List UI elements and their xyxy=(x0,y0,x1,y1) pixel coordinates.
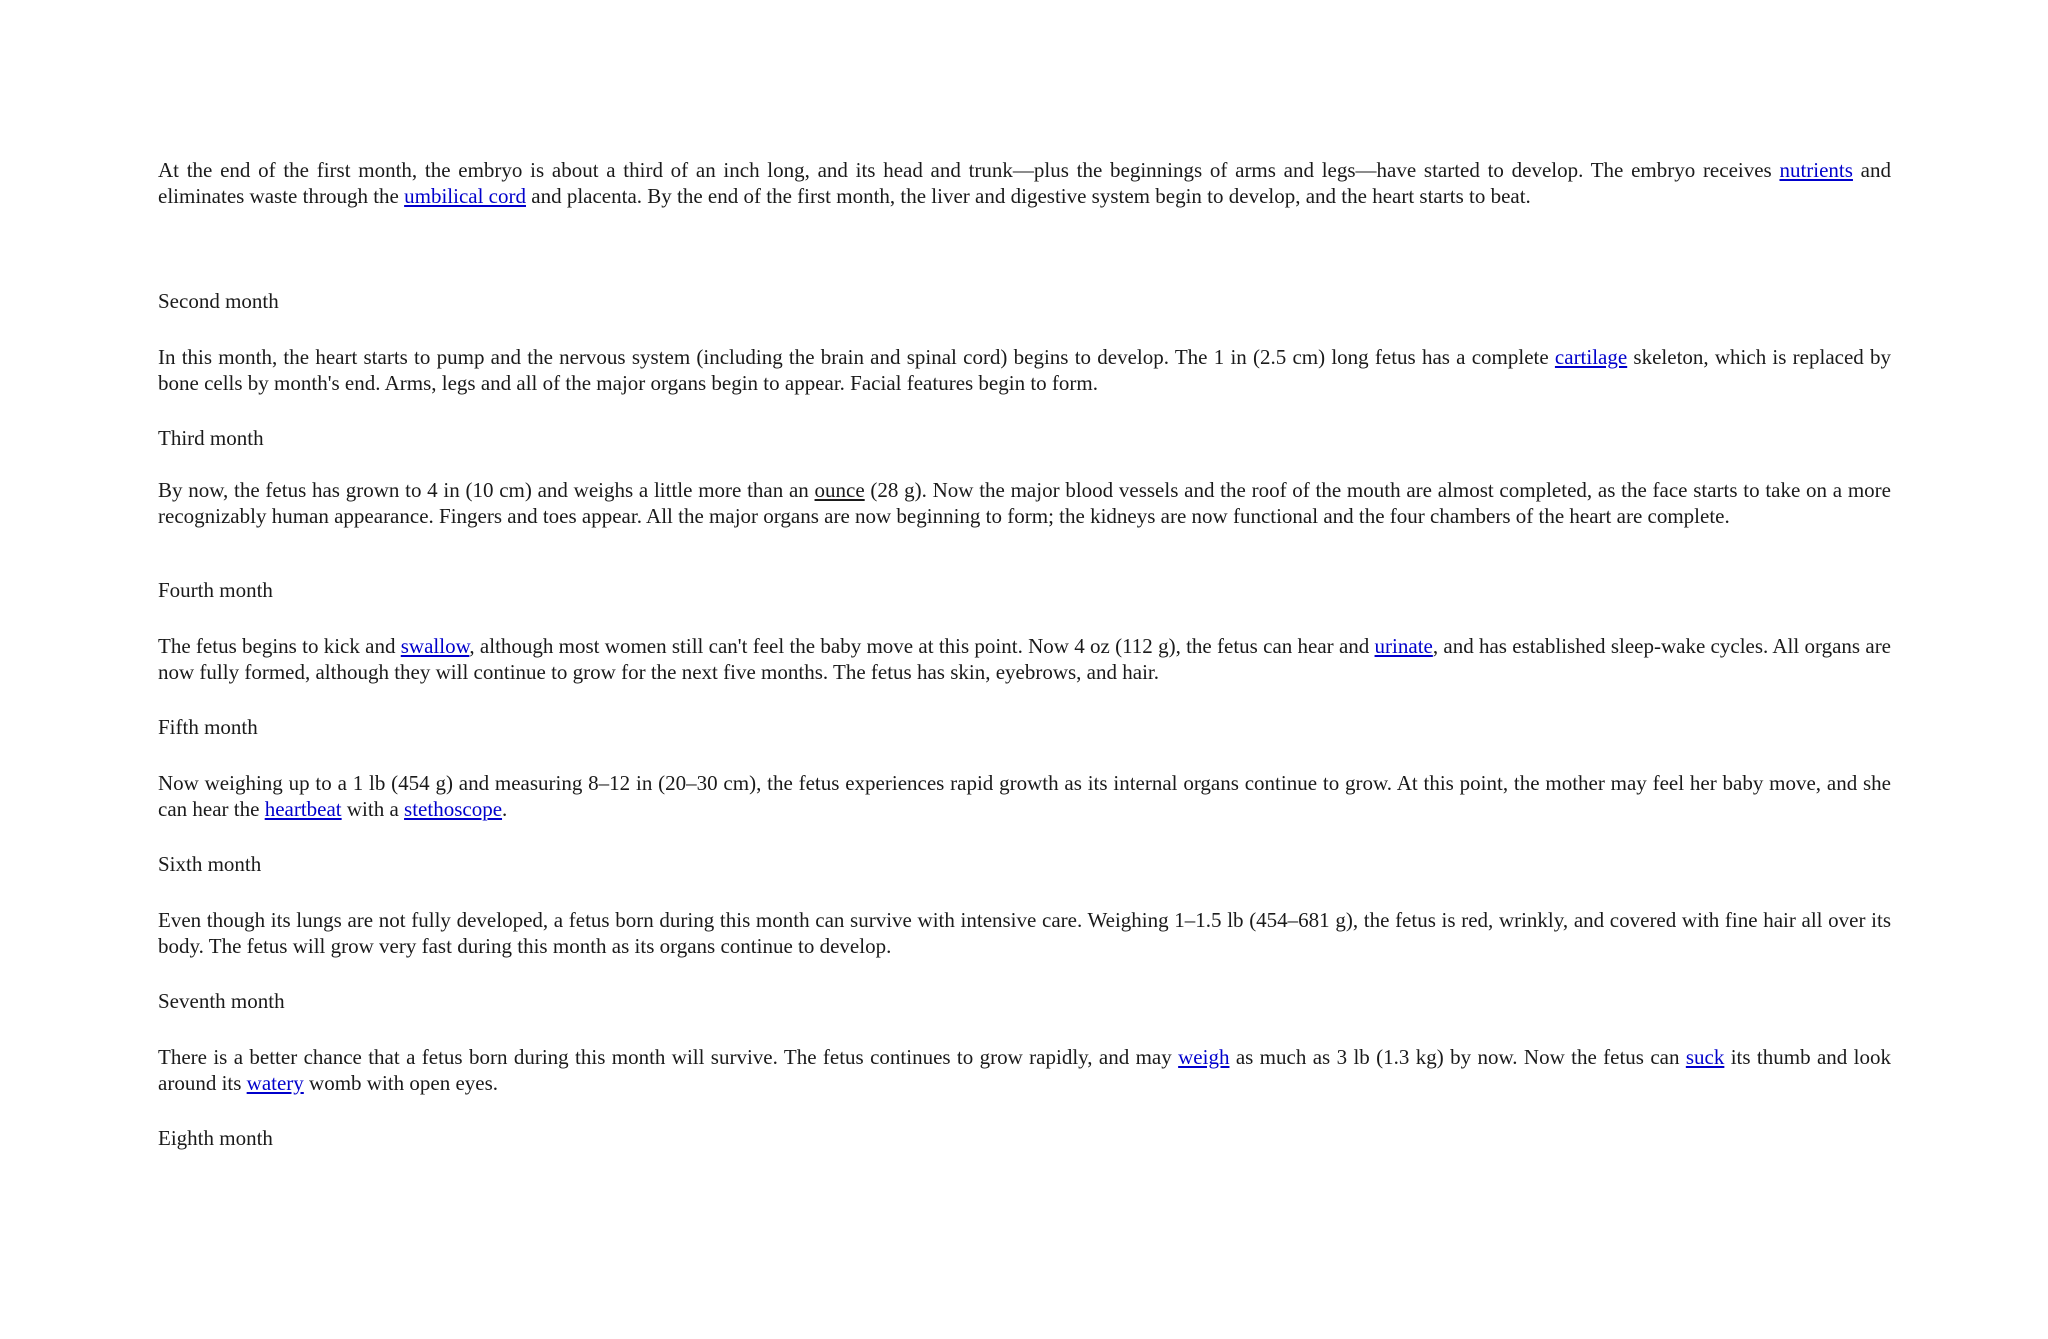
fifth-month-text-2: with a xyxy=(341,796,405,821)
link-heartbeat[interactable]: heartbeat xyxy=(264,796,342,821)
seventh-month-paragraph xyxy=(158,1045,1891,1096)
heading-second-month: Second month xyxy=(158,289,279,313)
intro-text-3: and placenta. By the end of the first month, the liver and digestive system begin to develop, and the heart starts to beat. xyxy=(526,183,1531,208)
seventh-month-text-4: womb with open eyes. xyxy=(303,1070,499,1095)
fourth-month-paragraph xyxy=(158,634,1891,685)
sixth-month-text-1: Even though its lungs are not fully developed, a fetus born during this month can survive with intensive care. Weighing 1–1.5 lb (454–681 g), the fetus is red, wrinkly, and covered with fine hair all over its body. The fetus will grow very fast during this month as its organs continue to develop. xyxy=(158,908,1891,958)
fourth-month-text-2: , although most women still can't feel the baby move at this point. Now 4 oz (112 g), the fetus can hear and xyxy=(469,634,1375,658)
third-month-paragraph xyxy=(158,478,1891,529)
heading-seventh-month: Seventh month xyxy=(158,989,285,1013)
fifth-month-paragraph xyxy=(158,771,1891,822)
link-umbilical-cord[interactable]: umbilical cord xyxy=(404,183,526,208)
link-ounce[interactable]: ounce xyxy=(814,478,865,502)
link-cartilage[interactable]: cartilage xyxy=(1554,345,1628,369)
fifth-month-text-1: Now weighing up to a 1 lb (454 g) and measuring 8–12 in (20–30 cm), the fetus experiences rapid growth as its internal organs continue to grow. At this point, the mother may feel her baby move, and she can hear the xyxy=(158,771,1891,821)
heading-third-month: Third month xyxy=(158,426,264,450)
link-weigh[interactable]: weigh xyxy=(1178,1045,1230,1069)
link-watery[interactable]: watery xyxy=(246,1070,304,1095)
intro-text-2: and eliminates waste through the xyxy=(158,158,1891,208)
seventh-month-text-2: as much as 3 lb (1.3 kg) by now. Now the fetus can xyxy=(1229,1045,1686,1069)
link-urinate[interactable]: urinate xyxy=(1374,634,1433,658)
heading-sixth-month: Sixth month xyxy=(158,852,262,876)
third-month-text-1: By now, the fetus has grown to 4 in (10 cm) and weighs a little more than an xyxy=(158,478,815,502)
heading-eighth-month: Eighth month xyxy=(158,1126,273,1150)
link-nutrients[interactable]: nutrients xyxy=(1779,158,1853,182)
second-month-paragraph xyxy=(158,345,1891,396)
fourth-month-text-3: , and has established sleep-wake cycles. All organs are now fully formed, although they will continue to grow for the next five months. The fetus has skin, eyebrows, and hair. xyxy=(158,634,1892,684)
second-month-text-2: skeleton, which is replaced by bone cells by month's end. Arms, legs and all of the major organs begin to appear. Facial features begin to form. xyxy=(158,345,1892,395)
link-swallow[interactable]: swallow xyxy=(400,634,470,658)
sixth-month-paragraph xyxy=(158,908,1891,959)
fifth-month-text-3: . xyxy=(502,796,508,821)
intro-text-1: At the end of the first month, the embryo is about a third of an inch long, and its head and trunk—plus the beginnings of arms and legs—have started to develop. The embryo receives xyxy=(158,158,1780,182)
fourth-month-text-1: The fetus begins to kick and xyxy=(158,634,401,658)
heading-fourth-month: Fourth month xyxy=(158,578,273,602)
seventh-month-text-3: its thumb and look around its xyxy=(158,1045,1891,1095)
third-month-text-2: (28 g). Now the major blood vessels and the roof of the mouth are almost completed, as the face starts to take on a more recognizably human appearance. Fingers and toes appear. All the major organs are now beginning to form; the kidneys are now functional and the four chambers of the heart are complete. xyxy=(158,478,1892,528)
intro-paragraph xyxy=(158,158,1891,209)
heading-fifth-month: Fifth month xyxy=(158,715,258,739)
second-month-text-1: In this month, the heart starts to pump and the nervous system (including the brain and spinal cord) begins to develop. The 1 in (2.5 cm) long fetus has a complete xyxy=(158,345,1555,369)
link-suck[interactable]: suck xyxy=(1685,1045,1725,1069)
link-stethoscope[interactable]: stethoscope xyxy=(404,796,503,821)
seventh-month-text-1: There is a better chance that a fetus born during this month will survive. The fetus continues to grow rapidly, and may xyxy=(158,1045,1179,1069)
